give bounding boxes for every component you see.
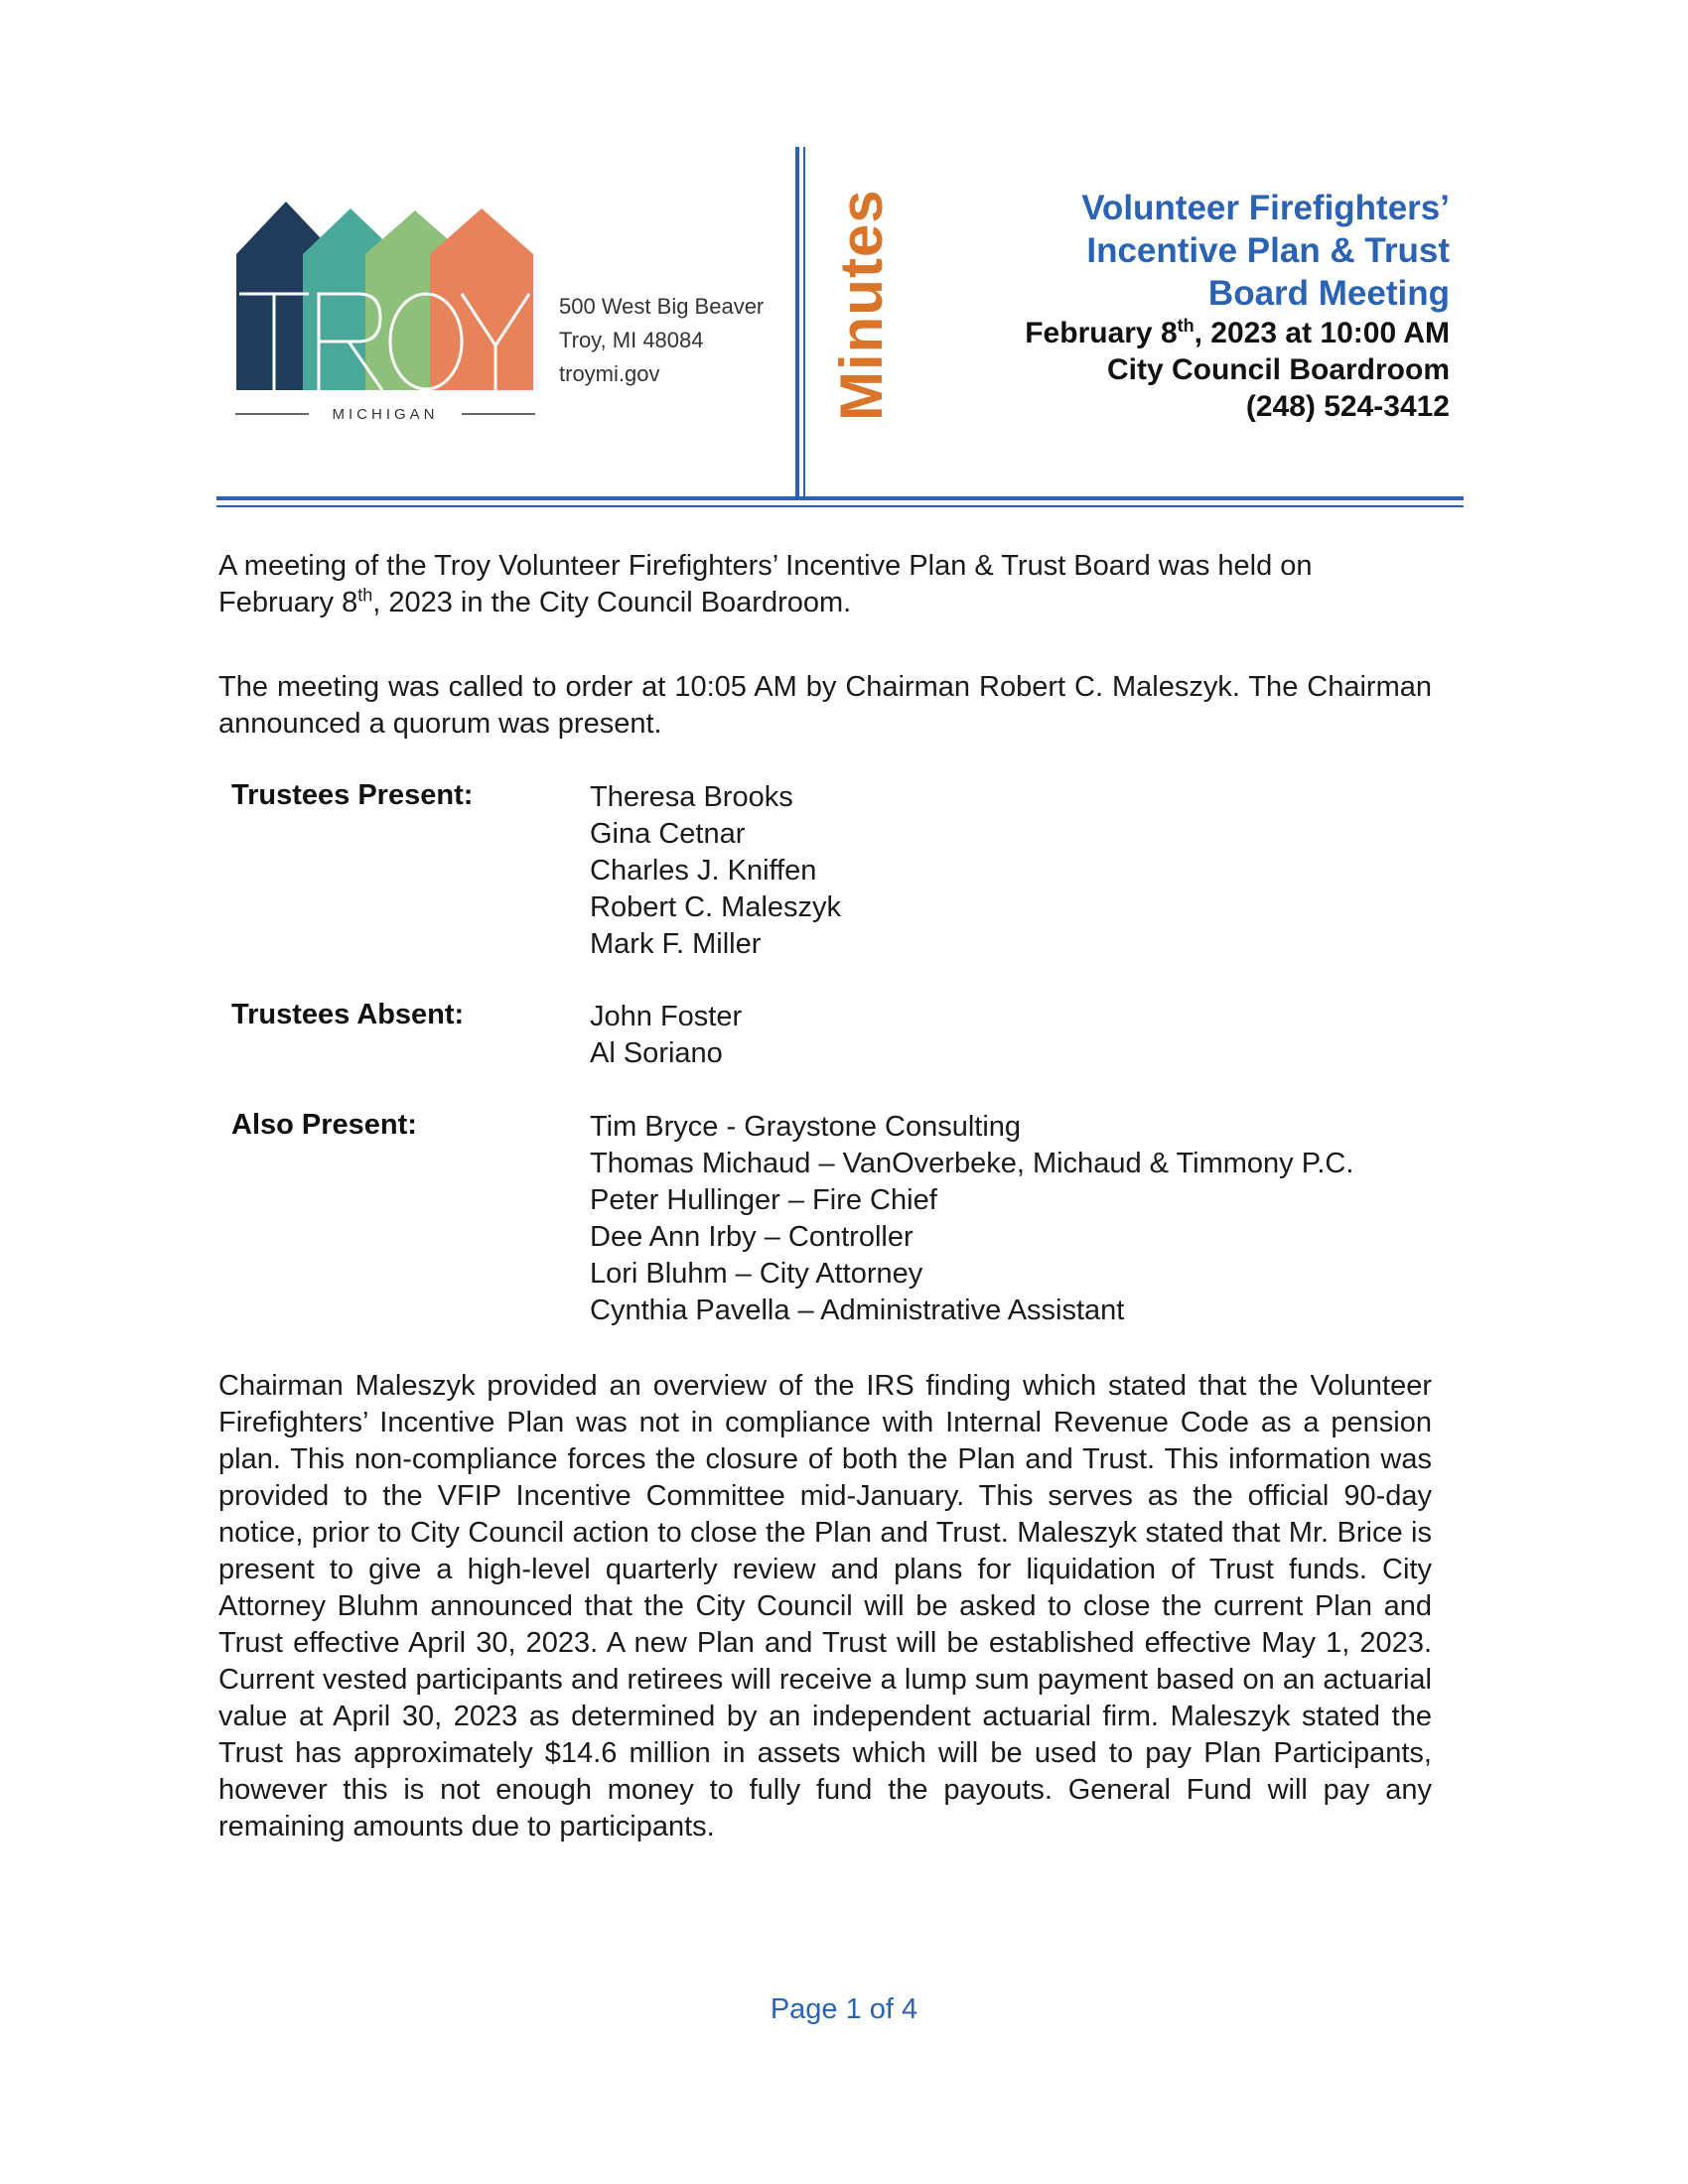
logo-state: MICHIGAN — [332, 406, 439, 423]
page-number: Page 1 of 4 — [770, 1993, 918, 2025]
address-street: 500 West Big Beaver — [559, 294, 765, 319]
trustees-present-list — [590, 779, 841, 963]
list-item: Thomas Michaud – VanOverbeke, Michaud & Timmony P.C. — [590, 1148, 1354, 1179]
header-divider-vertical — [795, 147, 799, 496]
list-item: Robert C. Maleszyk — [590, 891, 842, 923]
list-item: Al Soriano — [590, 1037, 723, 1069]
trustees-absent-label: Trustees Absent: — [231, 999, 465, 1030]
list-item: Dee Ann Irby – Controller — [590, 1221, 914, 1253]
list-item: John Foster — [590, 1001, 743, 1032]
meeting-date: February 8th, 2023 at 10:00 AM — [1025, 316, 1450, 349]
address-website: troymi.gov — [559, 361, 660, 386]
list-item: Lori Bluhm – City Attorney — [590, 1258, 923, 1290]
also-present-list — [590, 1109, 1353, 1329]
list-item: Cynthia Pavella – Administrative Assistant — [590, 1295, 1125, 1326]
list-item: Charles J. Kniffen — [590, 855, 817, 887]
trustees-present-label: Trustees Present: — [231, 779, 474, 811]
meeting-location: City Council Boardroom — [1106, 353, 1450, 386]
intro-paragraph: A meeting of the Troy Volunteer Firefighters’ Incentive Plan & Trust Board was held on February 8th, 2023 in the City Council Boardroom. — [218, 550, 1313, 618]
list-item: Tim Bryce - Graystone Consulting — [590, 1111, 1022, 1143]
overview-paragraph: Chairman Maleszyk provided an overview of the IRS finding which stated that the Volunteer Firefighters’ Incentive Plan was not in compliance with Internal Revenue Code as a pension plan. This non-compliance forces the closure of both the Plan and Trust. This information was provided to the VFIP Incentive Committee mid-January. This serves as the official 90-day notice, prior to City Council action to close the Plan and Trust. Maleszyk stated that Mr. Brice is present to give a high-level quarterly review and plans for liquidation of Trust funds. City Attorney Bluhm announced that the City Council will be asked to close the current Plan and Trust effective April 30, 2023. A new Plan and Trust will be established effective May 1, 2023. Current vested participants and retirees will receive a lump sum payment based on an actuarial value at April 30, 2023 as determined by an independent actuarial firm. Maleszyk stated the Trust has approximately $14.6 million in assets which will be used to pay Plan Participants, however this is not enough money to fully fund the payouts. General Fund will pay any remaining amounts due to participants. — [218, 1370, 1432, 1843]
meeting-phone: (248) 524-3412 — [1245, 390, 1450, 423]
list-item: Mark F. Miller — [590, 928, 762, 960]
troy-logo — [231, 197, 539, 425]
minutes-label: Minutes — [828, 189, 895, 421]
trustees-absent-list — [590, 999, 742, 1072]
list-item: Theresa Brooks — [590, 781, 793, 813]
meeting-title-block — [1025, 187, 1450, 425]
title-line-2: Incentive Plan & Trust — [1086, 231, 1450, 270]
call-to-order-paragraph: The meeting was called to order at 10:05 AM by Chairman Robert C. Maleszyk. The Chairman announced a quorum was present. — [218, 671, 1432, 740]
list-item: Peter Hullinger – Fire Chief — [590, 1184, 937, 1216]
title-line-1: Volunteer Firefighters’ — [1081, 189, 1450, 227]
document-header — [0, 0, 1688, 516]
header-divider-horizontal — [216, 496, 1464, 500]
header-divider-vertical-thin — [803, 147, 805, 496]
header-divider-horizontal-thin — [216, 505, 1464, 507]
address-block — [559, 290, 764, 391]
also-present-label: Also Present: — [231, 1109, 417, 1141]
title-line-3: Board Meeting — [1207, 274, 1450, 313]
address-city: Troy, MI 48084 — [559, 328, 704, 352]
list-item: Gina Cetnar — [590, 818, 746, 850]
